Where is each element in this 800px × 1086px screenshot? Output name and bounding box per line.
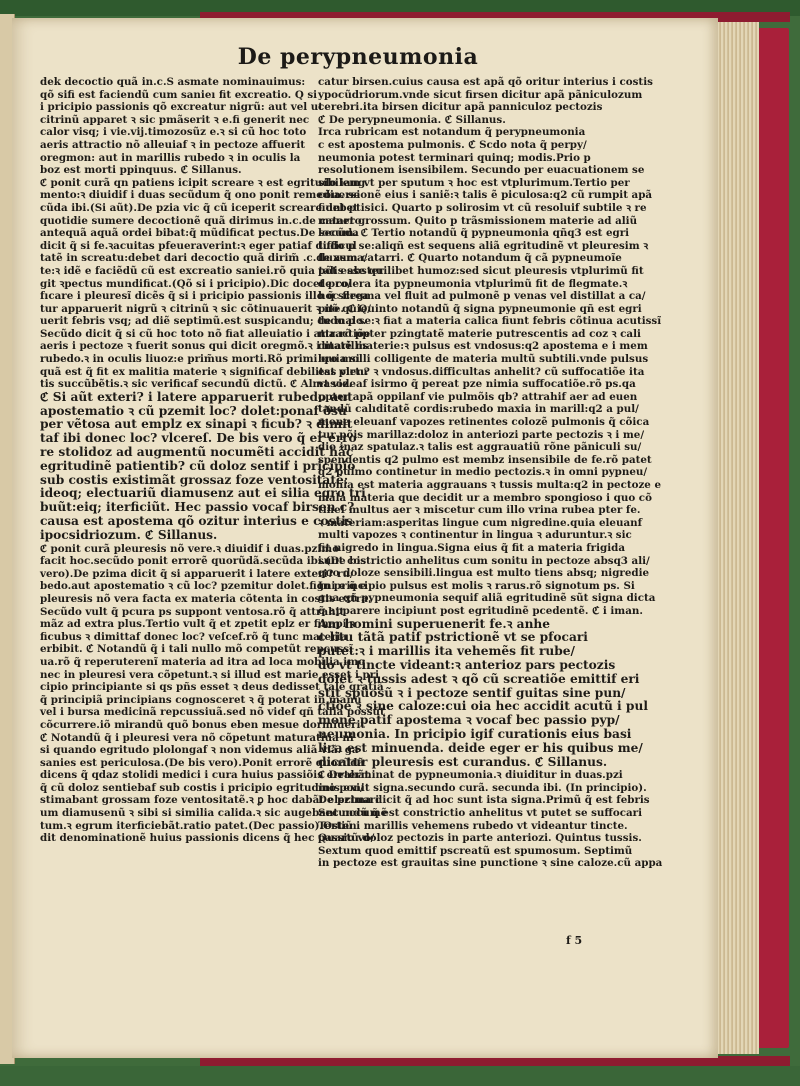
text-line: cipio principiante si qs pñs esset ꝛ deus dedisset talẽ gratiã — [40, 681, 384, 694]
running-head: De perypneumonia — [237, 44, 479, 70]
text-line: ℭ ponit curã qn patiens icipit screare ꝛ est egritudo iaug — [40, 176, 366, 189]
text-line: c est apostema pulmonis. ℭ Scdo nota q̃ perpy/ — [318, 138, 587, 151]
text-line: neumonia. In pricipio igif curationis eius basi — [318, 726, 632, 741]
text-line: manet grossum. Quito p trãsmissionem materie ad aliũ — [318, 214, 638, 227]
text-line: vt videaf isirmo q̃ pereat pze nimia suffocatiõe.rõ ps.qa — [318, 378, 636, 391]
text-line: pite. ℭ Quinto notandũ q̃ signa pypneumonie qñ est egri — [318, 302, 642, 315]
text-line: põt esse quilibet humoz:sed sicut pleuresis vtplurimũ fit — [318, 264, 644, 277]
text-line: hoc flegma vel fluit ad pulmonẽ p venas vel distillat a ca/ — [318, 290, 646, 303]
text-line: ℭ Si aũt exteri? i latere apparuerit rubedo aut — [40, 389, 353, 404]
text-line: est plen? ꝛ vndosus.difficultas anhelit? cũ suffocatiõe ita — [318, 365, 645, 378]
text-line: Secundũ q̃ est constrictio anhelitus vt putet se suffocari — [318, 807, 642, 820]
text-line: monia est materia aggrauans ꝛ tussis multa:q2 in pectoze e — [318, 479, 661, 491]
text-line: buũt:eiq; iterficiũt. Hec passio vocaf birsen c? — [40, 500, 355, 515]
text-line: mone patif apostema ꝛ vocaf bec passio pyp/ — [318, 713, 620, 728]
text-line: quã est q̃ fit ex malitia materie ꝛ significaf debilitas virtu — [40, 365, 368, 378]
text-line: stit spũosũ ꝛ i pectoze sentif guitas sine pun/ — [318, 685, 626, 700]
text-line: dit denominationẽ huius passionis dicens q̃ hec passio vo/ — [40, 832, 375, 845]
text-line: vel i bursa medicinã repcussiuã.sed nõ videf qñ talia possũt — [40, 706, 385, 719]
text-line: cõuersionẽ eius i saniẽ:ꝛ talis ẽ piculosa:q2 cũ rumpit apã — [318, 189, 653, 202]
text-line: Secũdo dicit q̃ si cũ hoc toto nõ fiat alleuiatio i attractiõe — [40, 327, 371, 340]
text-line: neumonia potest terminari quinq; modis.Prio p — [318, 151, 591, 164]
text-line: nec in pleuresi vera cõpetunt.ꝛ si illud est marie esset i pri — [40, 668, 380, 681]
text-line: dek decoctio quã in.c.S asmate nominauimus: — [40, 76, 306, 88]
text-line: citrinũ apparet ꝛ sic pmãserit ꝛ e.fi generit nec — [40, 113, 310, 126]
text-line: do vt tincte videant:ꝛ anterioz pars pectozis — [318, 657, 616, 672]
text-line: multi vapozes ꝛ continentur in lingua ꝛ aduruntur.ꝛ sic — [318, 529, 632, 542]
text-line: Secũdo vult q̃ pcura ps suppont ventosa.rõ q̃ attrahit — [40, 605, 345, 618]
text-line: i pricipio passionis qõ excreatur nigrũ: aut vel ut — [40, 101, 323, 114]
text-line: mo ponit signa.secundo curã. secunda ibi. (In principio). — [318, 781, 647, 794]
text-line: erbibit. ℭ Notandũ q̃ i tali nullo mõ competũt repcussĩ — [40, 643, 353, 656]
text-line: mento:ꝛ diuidif i duas secũdum q̃ ono ponit remedia. se — [40, 189, 361, 202]
text-line: quotidie sumere decoctionẽ quã dirimus in.c.de catarro — [40, 214, 362, 227]
text-line: bro molli colligente de materia multũ subtili.vnde pulsus — [318, 353, 649, 366]
text-line: fit nigredo in lingua.Signa eius q̃ fit a materia frigida — [318, 541, 625, 554]
text-line: fluxum catarri. ℭ Quarto notandum q̃ cã pypneumoĩe — [318, 252, 622, 265]
text-line: tudo p se:aliqñ est sequens aliã egritudinẽ vt pleuresim ꝛ — [318, 239, 649, 252]
text-line: resolutionem isensibilem. Secundo per euacuationem se — [318, 164, 645, 177]
text-line: um diamusenũ ꝛ sibi si similia calida.ꝛ sic augebant nocumẽ — [40, 807, 388, 820]
text-line: ℭ Determinat de pypneumonia.ꝛ diuiditur in duas.pzi — [318, 769, 623, 782]
left-text-column — [40, 76, 388, 845]
text-line: tis succũbẽtis.ꝛ sic verificaf secundũ dictũ. ℭ Almasoz. — [40, 378, 353, 391]
text-line: stimabant grossam foze ventositatẽ.ꝛ ꝑ hoc dabãt electuari — [40, 794, 380, 807]
text-line: de colera ita pypneumonia vtplurimũ fit de flegmate.ꝛ — [318, 277, 628, 290]
text-line: ipocsidriozum. ℭ Sillanus. — [40, 527, 218, 542]
text-line: Am homini superuenerit fe.ꝛ anhe — [318, 616, 551, 631]
text-line: in pectoze est grauitas sine punctione ꝛ sine caloze.cũ appa — [318, 857, 663, 870]
text-line: boz est morti ppinquus. ℭ Sillanus. — [40, 164, 242, 177]
text-line: tineſ multus aer ꝛ miscetur cum illo vrina rubea pter fe. — [318, 504, 641, 517]
text-line: pleuresis nõ vera facta ex materia cõtenta in costis extra. — [40, 592, 372, 605]
text-line: ma.rõ ppter pzingtatẽ materie putrescentis ad coz ꝛ cali — [318, 327, 641, 340]
text-line: calor visq; i vie.vij.timozosũz e.ꝛ si cũ hoc toto — [40, 126, 307, 139]
text-line: ficubus ꝛ dimittaf donec loc? veſcef.rõ q̃ tunc materia — [40, 630, 348, 643]
text-line: qõ sifi est faciendũ cum sanieı fit excreatio. Q si — [40, 88, 318, 101]
text-line: quo doloze sensibili.lingua est multo tiens absq; nigredie — [318, 567, 650, 580]
text-line: locum. ℭ Tertio notandũ q̃ pypneumonia qñq3 est egri — [318, 227, 630, 240]
text-line: dio inaz spatulaz.ꝛ talis est aggrauatiũ rõne pãniculi su/ — [318, 441, 642, 454]
text-line: tum.ꝛ egrum iterficiebãt.ratio patet.(Dec passio).Osten — [40, 819, 357, 832]
text-line: spendentis q2 pulmo est membz insensibile de fe.rõ patet — [318, 453, 652, 466]
text-line: rubedo.ꝛ in oculis liuoz:e prim̃us morti.Rõ primi quia si — [40, 353, 360, 366]
text-line: Sextum quod emittif pscreatũ est spumosum. Septimũ — [318, 844, 633, 857]
right-text-column — [318, 76, 663, 870]
text-line: facit hoc.secũdo ponit errorẽ quorũdã.secũda ibi.(De bis — [40, 555, 367, 568]
text-line: Tertiũ i marillis vehemens rubedo vt videantur tincte. — [318, 819, 628, 832]
text-line: cõcurrere.iõ mirandũ quõ bonus eben mesue dormiuerit — [40, 718, 366, 731]
text-line: re stolidoz ad augmentũ nocumẽti accidit hãc — [40, 445, 354, 460]
text-line: ypocũdriorum.vnde sicut firsen dicitur apã pãniculozum — [318, 88, 643, 101]
text-line: tandũ calıditatẽ cordis:rubedo maxia in marill:q2 a pul/ — [318, 403, 639, 416]
text-line: dolet ꝛ tussis adest ꝛ qõ cũ screatiõe emittif eri — [318, 671, 640, 686]
text-line: mone eleuanf vapozes retinentes colozẽ pulmonis q̃ cõica — [318, 416, 650, 429]
text-line: antequã aquã ordei bibat:q̃ mũdificat pectus.De secũda — [40, 227, 359, 240]
text-line: ctiõe ꝛ sine caloze:cui oia hec accidit acutũ i pul — [318, 699, 648, 714]
text-line: sunt costrictio anhelitus cum sonitu in pectoze absq3 ali/ — [318, 554, 650, 567]
book-cover-spine — [757, 28, 789, 1048]
page-stack-edges — [716, 22, 759, 1054]
text-line: lica est minuenda. deide eger er his quibus me/ — [318, 740, 643, 755]
text-line: catur birsen.cuius causa est apã qõ oritur interius i costis — [318, 76, 653, 88]
text-line: fıcare i pleuresĩ dicẽs q̃ si i pricipio passionis illo q̃ screa — [40, 290, 369, 303]
text-line: mala materia que decidit ur a membro spongioso i quo cõ — [318, 491, 652, 504]
text-line: vero).De pzima dicit q̃ si apparuerit i latere exteri? ru/ — [40, 567, 354, 580]
text-line: te:ꝛ idẽ e faciẽdũ cũ est excreatio saniei.rõ quia talis abster — [40, 264, 384, 277]
text-line: si quando egritudo plolongaf ꝛ non videmus aliã viã. ga — [40, 744, 359, 757]
text-line: c litu tãtã patif pstrictionẽ vt se pfocari — [318, 630, 588, 645]
signature-mark: f 5 — [566, 934, 583, 947]
text-line: De pzima dicit q̃ ad hoc sunt ista signa.Primũ q̃ est febris — [318, 794, 650, 807]
text-line: uerit febris vsq; ad diẽ septimũ.est suspicandu; de malo. — [40, 315, 367, 328]
text-line: gna qñ pypneumonia sequif aliã egritudinẽ sũt signa dicta — [318, 592, 656, 605]
text-line: dicit q̃ si fe.ꝛacuitas pfeueraverint:ꝛ eger patiaf difficul — [40, 239, 357, 252]
text-line: q̃ apparere incipiunt post egritudinẽ pcedentẽ. ℭ i iman. — [318, 604, 643, 617]
text-line: dicatur pleuresis est curandus. ℭ Sillanus. — [318, 754, 608, 769]
text-line: dicens q̃ qdaz stolidi medici i cura huius passiõis errabãt — [40, 769, 370, 782]
text-line: sibilem vt per sputum ꝛ hoc est vtplurimum.Tertio per — [318, 176, 630, 189]
text-line: apostematio ꝛ cũ pzemit loc? dolet:ponaf ðsu — [40, 403, 347, 418]
text-line: ℭ De perypneumonia. ℭ Sillanus. — [318, 113, 506, 126]
text-line: Irca rubricam est notandum q̃ perypneumonia — [318, 126, 586, 139]
text-line: mãz ad extra plus.Tertio vult q̃ et zpetit eplz er finapi ꝛ — [40, 618, 356, 631]
text-line: tur põis marillaz:doloz in anteriozi parte pectozis ꝛ i me/ — [318, 428, 645, 441]
text-line: per vẽtosa aut emplz ex sinapi ꝛ ficub? ꝛ dimit — [40, 417, 353, 432]
text-line: aeris attractio nõ alleuiaf ꝛ in pectoze affuerit — [40, 138, 306, 151]
text-line: cũda ibi.(Si aũt).De pzia vic q̃ cũ iceperit screare debet — [40, 201, 358, 214]
text-line: sanies est periculosa.(De bis vero).Ponit errorẽ quorũdã — [40, 756, 365, 769]
text-line: putet:ꝛ i marillis ita vehemẽs fit rube/ — [318, 644, 575, 659]
text-line: ideoq; electuariũ diamusenz aut ei silia egro tri — [40, 486, 366, 501]
text-line: tur apparuerit nigrũ ꝛ citrinũ ꝛ sic cõtinuauerit ꝛ nõ quie/ — [40, 302, 372, 315]
scan-background-bottom — [0, 1066, 800, 1086]
text-line: causa est apostema qõ ozitur interius e costis — [40, 514, 353, 529]
text-line: ditatẽ materie:ꝛ pulsus est vndosus:q2 apostema e i mem — [318, 340, 648, 353]
text-line: ꝛ materiam:asperitas lingue cum nigredine.quia eleuanf — [318, 516, 643, 529]
text-line: fiunt ptisici. Quarto p solirosim vt cũ resoluif subtile ꝛ re — [318, 201, 647, 214]
text-line: bedo.aut apostematio ꝛ cũ loc? pzemitur dolet.figni e q̃ e — [40, 580, 367, 593]
text-line: tudo p se:ꝛ fiat a materia calica fiunt febris cõtinua acutissĩ — [318, 315, 662, 328]
text-line: cerebri.ita birsen dicitur apã panniculoz pectozis — [318, 101, 603, 114]
text-line: ua.rõ q̃ reperuterenĩ materia ad itra ad loca mobilia imo — [40, 655, 365, 668]
text-line: egritudinẽ patientib? cũ doloz sentif i pricipio — [40, 458, 356, 473]
text-line: q̃ principiã principians cognosceret ꝛ q̃ poterat in manu — [40, 693, 362, 706]
text-line: Quartũ doloz pectozis in parte anteriozi. Quintus tussis. — [318, 832, 642, 845]
text-line: q̃ cũ doloz sentiebaf sub costis i pricipio egritudinis exi/ — [40, 781, 364, 794]
text-line: ℭ ponit curã pleuresis nõ vere.ꝛ diuidif i duas.pzimo — [40, 542, 340, 555]
text-line: In principio pulsus est molis ꝛ rarus.rõ signotum ps. Si — [318, 579, 635, 592]
text-line: oregmon: aut in marillis rubedo ꝛ in oculis la — [40, 151, 301, 164]
text-line: ℭ Notandũ q̃ i pleuresi vera nõ cõpetunt maturatiua ni — [40, 731, 354, 744]
text-line: sub costis existimãt grossaz foze ventositatẽ: — [40, 472, 349, 487]
text-line: ppter apã oppilanf vie pulmõis qb? attrahif aer ad euen — [318, 390, 638, 403]
text-line: git ꝛpectus mundificat.(Qõ si i pricipio).Dic docet pro/ — [40, 277, 352, 290]
text-line: aeris i pectoze ꝛ fuerit sonus qui dicit oregmõ.ꝛ i marillis — [40, 340, 369, 353]
text-line: q2 pulmo continetur in medio pectozis.ꝛ in omni pypneu/ — [318, 466, 648, 479]
text-line: tatẽ in screatu:debet dari decoctio quã dirim̃ .c.de asma/ — [40, 252, 368, 265]
text-line: taf ibi donec loc? vlcereſ. De bis vero q̃ er erro — [40, 431, 357, 446]
